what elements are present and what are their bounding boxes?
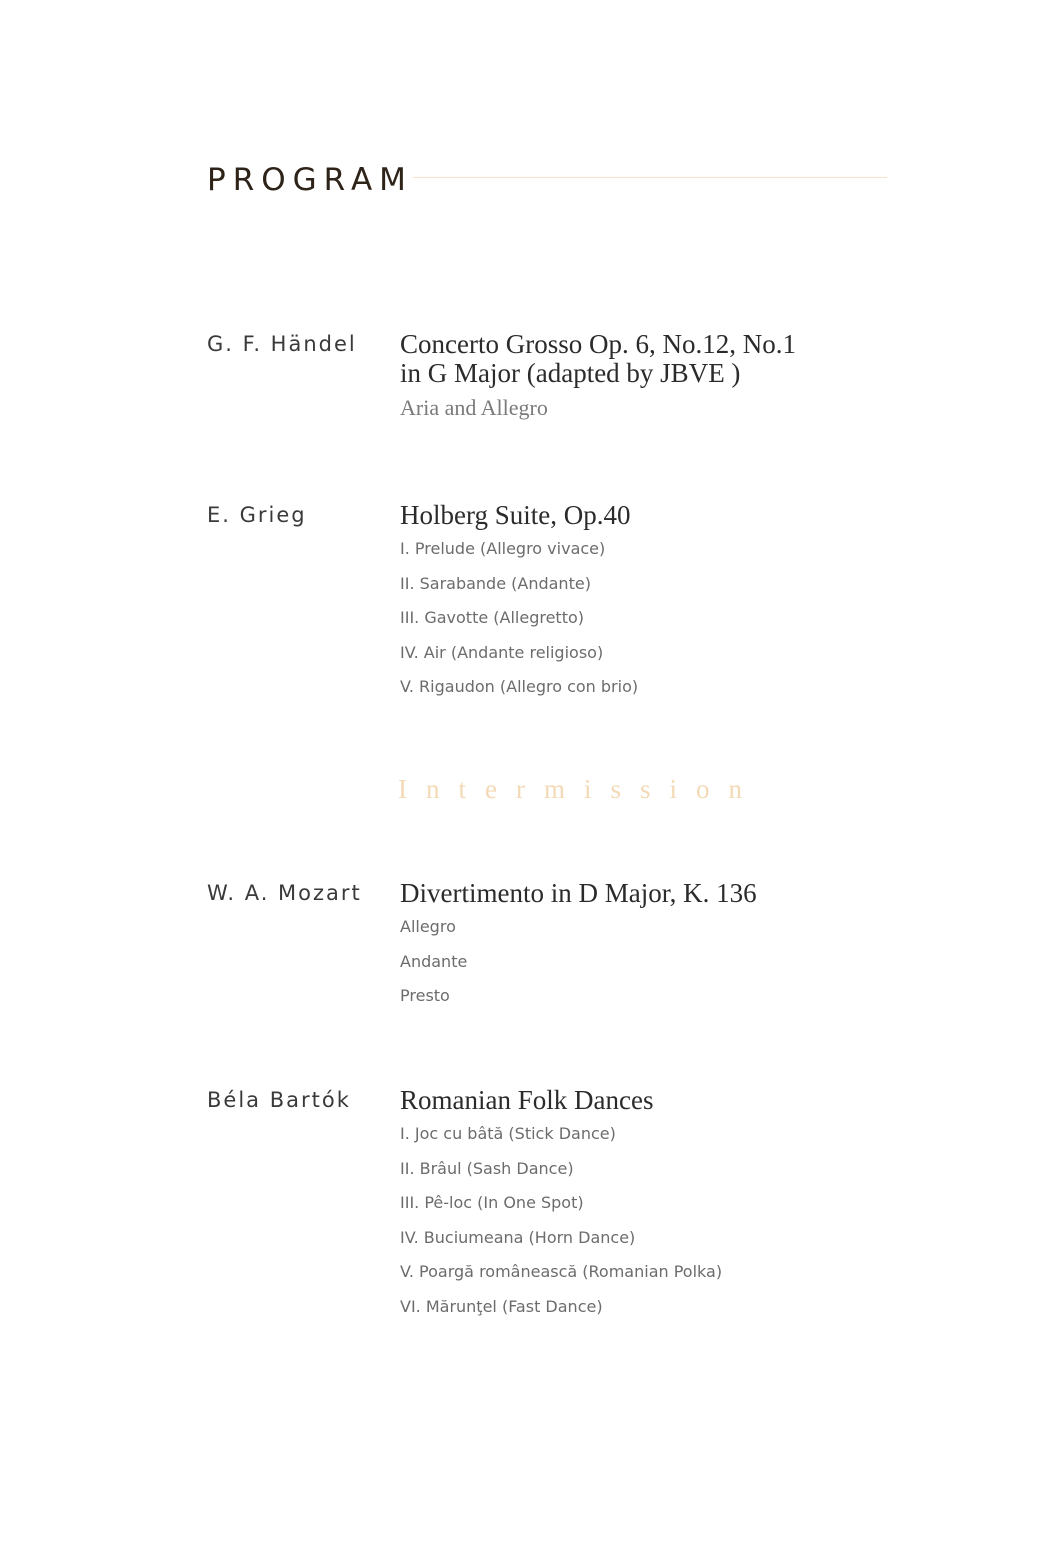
movement-item: V. Poargă românească (Romanian Polka) (400, 1262, 723, 1281)
work-title-line: in G Major (adapted by JBVE ) (400, 358, 741, 388)
composer-name: W. A. Mozart (207, 881, 362, 905)
program-header (207, 160, 887, 200)
movement-item: II. Brâul (Sash Dance) (400, 1158, 574, 1178)
work-title-line: Divertimento in D Major, K. 136 (400, 878, 757, 908)
movement-item: III. Gavotte (Allegretto) (400, 608, 584, 627)
movement-item: IV. Air (Andante religioso) (400, 642, 604, 662)
movement-item: IV. Buciumeana (Horn Dance) (400, 1227, 636, 1247)
composer-name: Béla Bartók (207, 1088, 351, 1112)
movement-item: II. Sarabande (Andante) (400, 573, 591, 593)
page-title: PROGRAM (207, 162, 413, 198)
movement-item: Presto (400, 986, 450, 1005)
work-block (400, 329, 860, 426)
intermission-label: Intermission (398, 774, 761, 804)
movement-item: Andante (400, 951, 468, 971)
work-title-line: Concerto Grosso Op. 6, No.12, No.1 (400, 329, 796, 359)
movement-item: Allegro (400, 917, 456, 936)
work-subtitle: Aria and Allegro (400, 395, 548, 420)
work-title-line: Holberg Suite, Op.40 (400, 500, 631, 530)
movement-item: III. Pê-loc (In One Spot) (400, 1193, 584, 1212)
work-title-line: Romanian Folk Dances (400, 1085, 654, 1115)
movement-item: I. Prelude (Allegro vivace) (400, 539, 606, 558)
composer-name: G. F. Händel (207, 332, 357, 356)
composer-name: E. Grieg (207, 503, 307, 527)
header-divider (413, 177, 887, 178)
movement-item: V. Rigaudon (Allegro con brio) (400, 677, 639, 696)
work-block (400, 500, 860, 705)
work-block (400, 878, 860, 1014)
movement-item: I. Joc cu bâtă (Stick Dance) (400, 1124, 616, 1143)
work-block (400, 1085, 860, 1324)
movement-item: VI. Mărunţel (Fast Dance) (400, 1296, 603, 1316)
